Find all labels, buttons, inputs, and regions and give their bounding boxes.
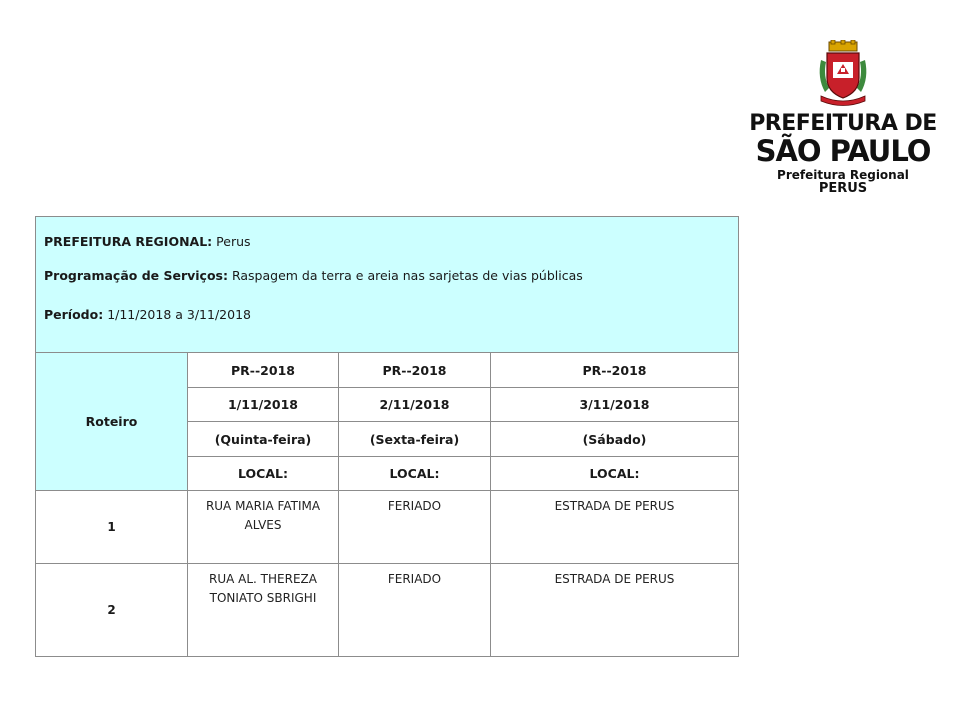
column-date: 3/11/2018 bbox=[491, 388, 739, 422]
location-text: RUA AL. THEREZA TONIATO SBRIGHI bbox=[209, 572, 317, 605]
location-cell bbox=[188, 491, 339, 564]
logo-regional-name: PERUS bbox=[818, 181, 868, 196]
regional-line bbox=[44, 233, 738, 250]
row-number: 1 bbox=[36, 491, 188, 564]
roteiro-header: Roteiro bbox=[36, 353, 188, 491]
table-row bbox=[36, 564, 739, 657]
column-local-label: LOCAL: bbox=[188, 457, 339, 491]
column-code: PR--2018 bbox=[188, 353, 339, 388]
period-label: Período: bbox=[44, 307, 104, 322]
sao-paulo-coat-of-arms-icon bbox=[815, 40, 871, 106]
column-code: PR--2018 bbox=[491, 353, 739, 388]
location-cell: FERIADO bbox=[339, 491, 491, 564]
location-cell: ESTRADA DE PERUS bbox=[491, 564, 739, 657]
services-line bbox=[44, 267, 738, 284]
services-value: Raspagem da terra e areia nas sarjetas de vias públicas bbox=[228, 268, 583, 283]
location-text: RUA MARIA FATIMA ALVES bbox=[205, 499, 321, 532]
period-value: 1/11/2018 a 3/11/2018 bbox=[103, 307, 251, 322]
services-label: Programação de Serviços: bbox=[44, 268, 228, 283]
logo-title-line1: PREFEITURA DE bbox=[749, 111, 937, 136]
period-line bbox=[44, 306, 738, 323]
column-local-label: LOCAL: bbox=[339, 457, 491, 491]
logo-subtitle: Prefeitura Regional bbox=[777, 168, 909, 182]
logo-title-line2: SÃO PAULO bbox=[755, 134, 931, 168]
location-cell: ESTRADA DE PERUS bbox=[491, 491, 739, 564]
location-cell: FERIADO bbox=[339, 564, 491, 657]
regional-label: PREFEITURA REGIONAL: bbox=[44, 234, 213, 249]
column-weekday: (Quinta-feira) bbox=[188, 422, 339, 457]
prefeitura-logo bbox=[748, 40, 938, 196]
service-schedule-table bbox=[35, 216, 739, 657]
row-number: 2 bbox=[36, 564, 188, 657]
schedule-header bbox=[36, 217, 739, 353]
column-date: 2/11/2018 bbox=[339, 388, 491, 422]
column-weekday: (Sábado) bbox=[491, 422, 739, 457]
location-cell bbox=[188, 564, 339, 657]
column-local-label: LOCAL: bbox=[491, 457, 739, 491]
regional-value: Perus bbox=[212, 234, 251, 249]
column-date: 1/11/2018 bbox=[188, 388, 339, 422]
column-code: PR--2018 bbox=[339, 353, 491, 388]
table-row bbox=[36, 491, 739, 564]
column-weekday: (Sexta-feira) bbox=[339, 422, 491, 457]
